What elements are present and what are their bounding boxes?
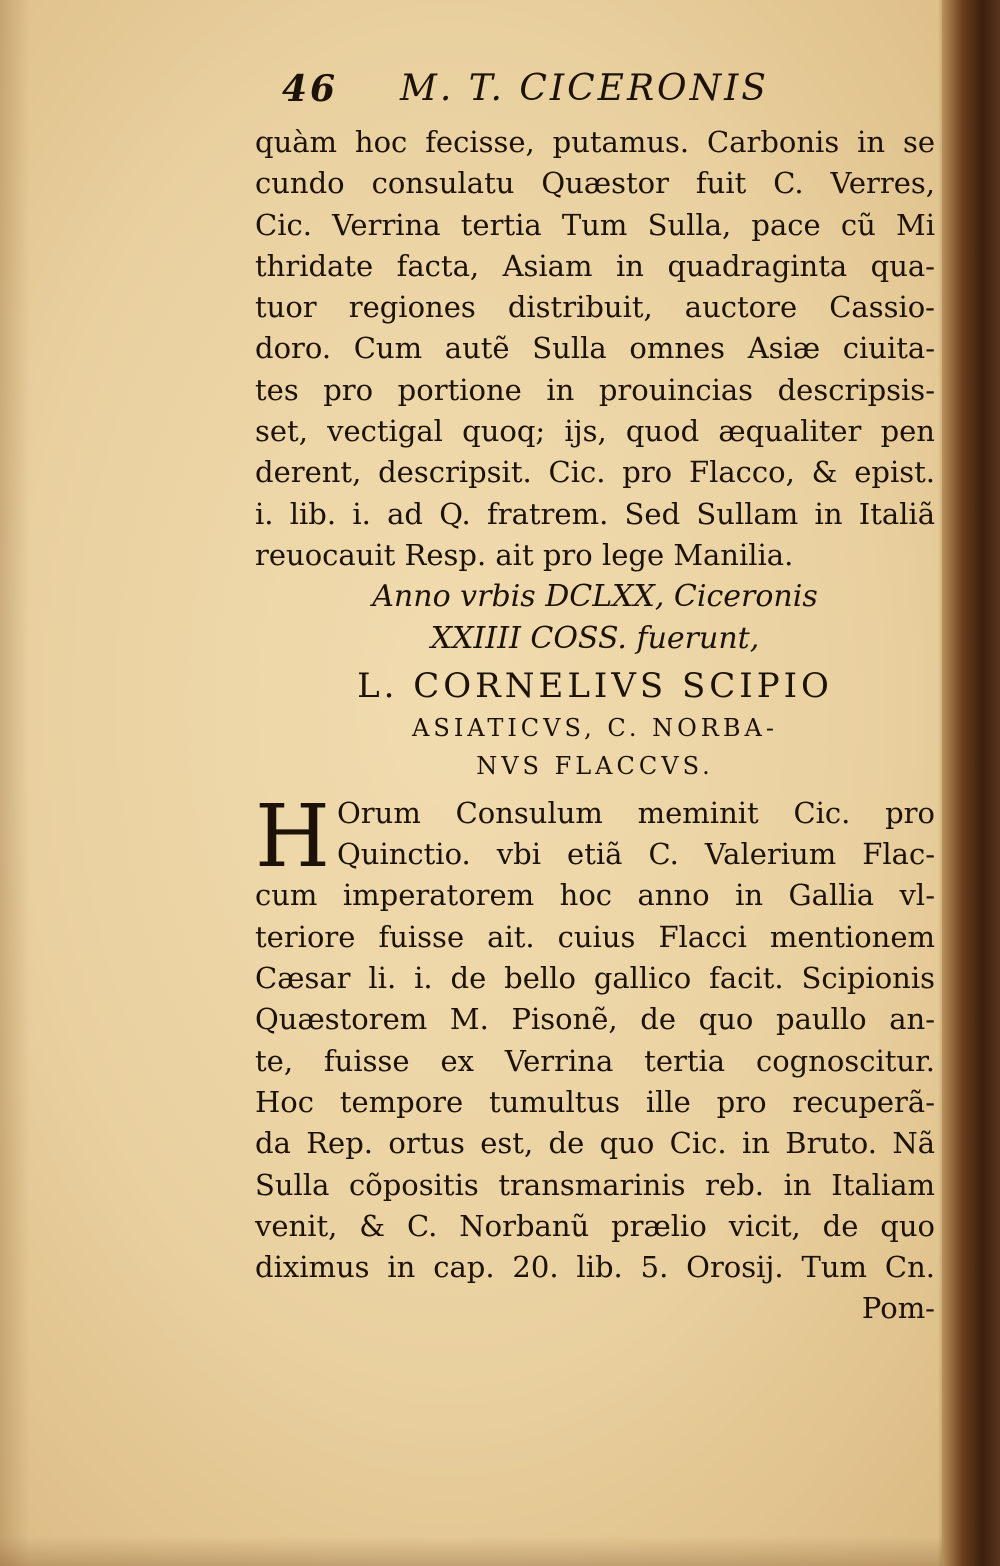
text-line: quàm hoc fecisse, putamus. Carbonis in se bbox=[255, 125, 935, 159]
text-line: Cic. Verrina tertia Tum Sulla, pace cũ Mi bbox=[255, 207, 935, 242]
consul-heading-line: ASIATICVS, C. NORBA- bbox=[412, 713, 778, 742]
running-title: M. T. CICERONIS bbox=[400, 68, 769, 109]
text-line: cum imperatorem hoc anno in Gallia vl- bbox=[255, 878, 935, 913]
text-block bbox=[255, 122, 935, 1330]
text-line: doro. Cum autẽ Sulla omnes Asiæ ciuita- bbox=[255, 331, 935, 366]
catchword: Pom- bbox=[861, 1291, 935, 1326]
text-line: thridate facta, Asiam in quadraginta qua- bbox=[255, 248, 935, 283]
text-line: Quinctio. vbi etiã C. Valerium Flac- bbox=[337, 837, 935, 872]
anno-heading-line: XXIIII COSS. fuerunt, bbox=[430, 620, 760, 656]
spacer bbox=[255, 785, 935, 793]
text-line: da Rep. ortus est, de quo Cic. in Bruto. Nã bbox=[255, 1126, 935, 1161]
consul-heading-line: L. CORNELIVS SCIPIO bbox=[357, 665, 833, 706]
text-line: Orum Consulum meminit Cic. pro bbox=[337, 795, 935, 830]
text-line: derent, descripsit. Cic. pro Flacco, & epist. bbox=[255, 455, 935, 490]
consul-heading-line: NVS FLACCVS. bbox=[476, 751, 714, 780]
page-number: 46 bbox=[282, 68, 339, 110]
text-line: Sulla cõpositis transmarinis reb. in Italiam bbox=[255, 1167, 935, 1202]
text-line: cundo consulatu Quæstor fuit C. Verres, bbox=[255, 166, 935, 201]
text-line: venit, & C. Norbanũ prælio vicit, de quo bbox=[255, 1208, 935, 1243]
book-spine bbox=[942, 0, 1000, 1566]
text-line: tes pro portione in prouincias descripsis- bbox=[255, 372, 935, 407]
text-line: Cæsar li. i. de bello gallico facit. Scipionis bbox=[255, 961, 935, 996]
text-line: i. lib. i. ad Q. fratrem. Sed Sullam in Italiã bbox=[255, 496, 935, 531]
text-line: Hoc tempore tumultus ille pro recuperã- bbox=[255, 1084, 935, 1119]
anno-heading-line: Anno vrbis DCLXX, Ciceronis bbox=[372, 579, 818, 615]
text-line: set, vectigal quoq; ijs, quod æqualiter pen bbox=[255, 414, 935, 449]
text-line: Quæstorem M. Pisonẽ, de quo paullo an- bbox=[255, 1002, 935, 1037]
text-line: teriore fuisse ait. cuius Flacci mentionem bbox=[255, 919, 935, 954]
drop-cap-row bbox=[255, 834, 935, 875]
page-bottom-shadow bbox=[0, 1536, 1000, 1566]
running-header bbox=[270, 68, 870, 118]
drop-cap: H bbox=[255, 786, 330, 887]
page-left-shadow bbox=[0, 0, 30, 1566]
text-line: reuocauit Resp. ait pro lege Manilia. bbox=[255, 537, 794, 572]
text-line: te, fuisse ex Verrina tertia cognoscitur. bbox=[255, 1043, 935, 1078]
text-line: tuor regiones distribuit, auctore Cassio- bbox=[255, 290, 935, 325]
text-line: diximus in cap. 20. lib. 5. Orosij. Tum Cn. bbox=[255, 1250, 935, 1285]
